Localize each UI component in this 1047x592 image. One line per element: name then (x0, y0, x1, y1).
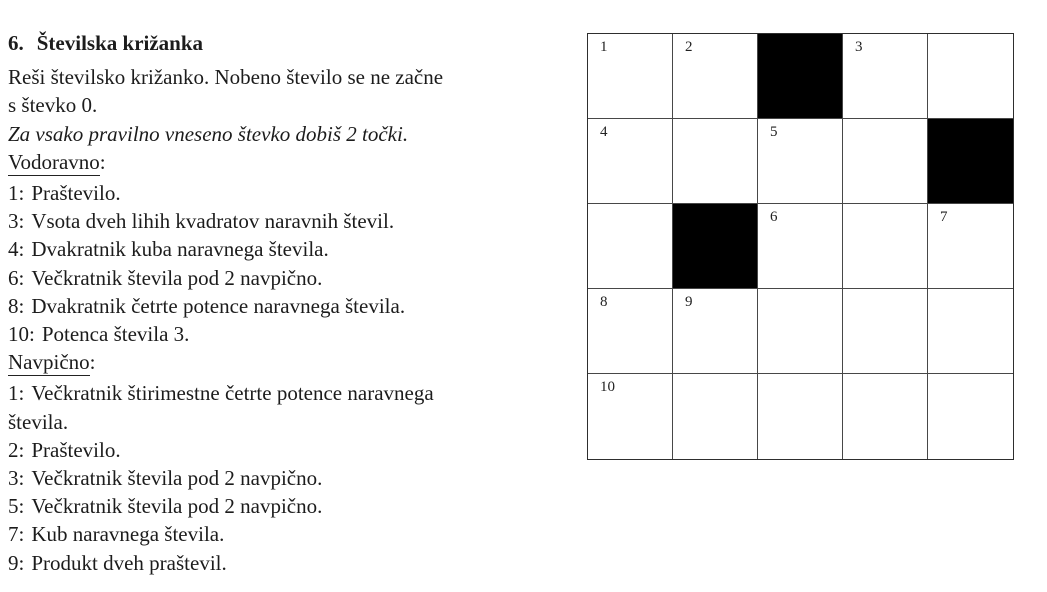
down-heading: Navpično (8, 350, 90, 375)
grid-cell (843, 289, 928, 374)
clue-number: 9: (8, 550, 25, 575)
intro-line: s števko 0. (8, 93, 98, 118)
clue-number: 1: (8, 381, 25, 406)
across-heading-colon: : (99, 149, 106, 174)
scoring-note: Za vsako pravilno vneseno števko dobiš 2 točki. (8, 121, 409, 146)
grid-cell (843, 204, 928, 289)
cell-number: 4 (600, 124, 608, 140)
down-clue-3 (8, 464, 580, 492)
down-clue-2 (8, 436, 580, 464)
clue-text: Večkratnik štirimestne četrte potence naravnega (31, 381, 434, 406)
across-clue-3 (8, 207, 580, 235)
across-heading-line (8, 148, 580, 176)
cell-number: 10 (600, 379, 615, 395)
grid-cell (928, 34, 1013, 119)
intro-line: Reši številsko križanko. Nobeno število se ne začne (8, 65, 444, 90)
cell-number: 7 (940, 209, 948, 225)
cell-number: 5 (770, 124, 778, 140)
grid-cell (673, 374, 758, 459)
clue-number: 4: (8, 237, 25, 262)
grid-cell (673, 289, 758, 374)
across-heading: Vodoravno (8, 149, 100, 174)
grid-cell-black (758, 34, 843, 119)
crossword-grid (587, 33, 1014, 460)
across-clue-8 (8, 292, 580, 320)
grid-cell (843, 34, 928, 119)
clue-number: 5: (8, 494, 25, 519)
clue-text: Kub naravnega števila. (31, 522, 225, 547)
clue-number: 10: (8, 322, 35, 347)
clue-number: 3: (8, 209, 25, 234)
across-clue-1 (8, 179, 580, 207)
grid-cell (758, 374, 843, 459)
down-clue-9 (8, 549, 580, 577)
grid-cell (843, 119, 928, 204)
down-clue-5 (8, 492, 580, 520)
clue-number: 1: (8, 181, 25, 206)
clue-number: 8: (8, 293, 25, 318)
grid-cell (588, 204, 673, 289)
clue-text: Večkratnik števila pod 2 navpično. (31, 494, 323, 519)
grid-cell (758, 204, 843, 289)
cell-number: 3 (855, 39, 863, 55)
cell-number: 1 (600, 39, 608, 55)
problem-number: 6. (8, 31, 24, 55)
clue-text: Praštevilo. (31, 437, 121, 462)
clue-number: 6: (8, 265, 25, 290)
clue-text: Dvakratnik četrte potence naravnega števila. (31, 293, 406, 318)
grid-cell (758, 289, 843, 374)
across-clue-4 (8, 235, 580, 263)
grid-cell-black (673, 204, 758, 289)
grid-cell (588, 119, 673, 204)
grid-cell-black (928, 119, 1013, 204)
across-clue-10 (8, 320, 580, 348)
problem-statement (8, 29, 580, 577)
grid-cell (588, 289, 673, 374)
clue-number: 3: (8, 466, 25, 491)
clue-text: Dvakratnik kuba naravnega števila. (31, 237, 329, 262)
clue-number: 2: (8, 437, 25, 462)
clue-text: Produkt dveh praštevil. (31, 550, 227, 575)
grid-cell (588, 34, 673, 119)
clue-number: 7: (8, 522, 25, 547)
down-clue-7 (8, 520, 580, 548)
clue-text: Večkratnik števila pod 2 navpično. (31, 466, 323, 491)
down-heading-line (8, 348, 580, 376)
grid-cell (928, 374, 1013, 459)
problem-title: Številska križanka (36, 31, 204, 55)
down-clue-1-continuation: števila. (8, 409, 69, 434)
cell-number: 9 (685, 294, 693, 310)
grid-cell (843, 374, 928, 459)
cell-number: 2 (685, 39, 693, 55)
clue-text: Vsota dveh lihih kvadratov naravnih števil. (31, 209, 395, 234)
grid-cell (928, 204, 1013, 289)
grid-cell (673, 119, 758, 204)
clue-text: Potenca števila 3. (41, 322, 190, 347)
grid-cell (673, 34, 758, 119)
grid-cell (588, 374, 673, 459)
down-clue-1 (8, 379, 580, 407)
clue-text: Večkratnik števila pod 2 navpično. (31, 265, 323, 290)
grid-cell (758, 119, 843, 204)
cell-number: 6 (770, 209, 778, 225)
cell-number: 8 (600, 294, 608, 310)
across-clue-6 (8, 264, 580, 292)
down-heading-colon: : (89, 350, 96, 375)
grid-cell (928, 289, 1013, 374)
problem-title-line (8, 29, 580, 57)
clue-text: Praštevilo. (31, 181, 121, 206)
